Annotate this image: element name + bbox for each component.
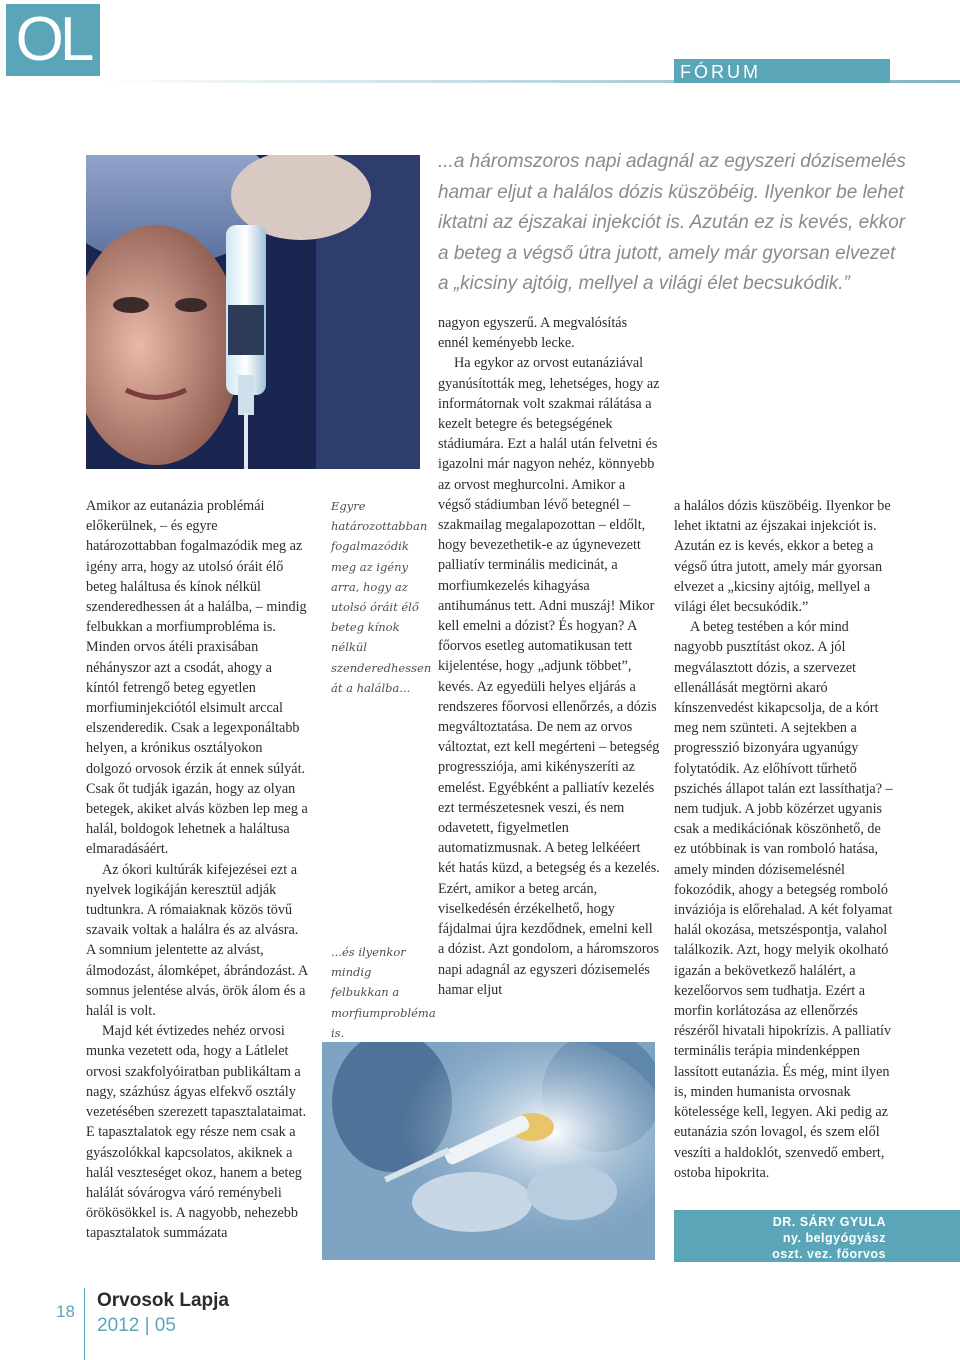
paragraph: Amikor az eutanázia problémái előkerülnek, – és egyre határozottabban fogalmazódik meg az igény arra, hogy az utolsó óráit élő beteg haláltusa és kínok nélkül szenderedhessen át a halálba, – mindig felbukkan a morfiumprobléma is. Minden orvos átéli praxisában néhányszor azt a csodát, ahogy a kíntól fetrengő beteg egyetlen morfiuminjekciótól elsimult arccal elszenderedik. Csak a legexponáltabb helyen, a krónikus osztályokon dolgozó orvosok érzik át ennek súlyát. Csak őt tudják igazán, hogy az olyan betegek, akiket alvás közben lep meg a halál, boldogok lehetnek a haláltusa elmaradásáért. bbox=[86, 498, 308, 858]
magazine-logo: OL bbox=[6, 4, 100, 76]
page-number: 18 bbox=[56, 1302, 75, 1321]
magazine-issue bbox=[97, 1315, 176, 1337]
author-signature bbox=[674, 1210, 960, 1262]
author-name: DR. SÁRY GYULA bbox=[772, 1215, 886, 1229]
issue-separator: | bbox=[144, 1315, 150, 1336]
researcher-illustration bbox=[86, 155, 420, 469]
paragraph: a halálos dózis küszöbéig. Ilyenkor be lehet iktatni az éjszakai injekciót is. Azután ez is kevés, ekkor a beteg a végső útra jutott, amely már gyorsan elvezet a „kicsiny ajtóig, mellyel a világi élet becsukódik.” bbox=[674, 498, 891, 616]
section-label: FÓRUM bbox=[674, 59, 890, 83]
paragraph: Az ókori kultúrák kifejezései ezt a nyelvek logikáján keresztül adják tudtunkra. A rómaiaknak közös tövű szavaik voltak a halálra és az alvásra. A somnium jelentette az alvást, álmodozást, álomképet, ábrándozást. A somnus jelentése alvás, örök álom és a halál is volt. bbox=[86, 861, 308, 1020]
side-quote-bottom: ...és ilyenkor mindig felbukkan a morfiumprobléma is. bbox=[331, 945, 436, 1040]
author-role: oszt. vez. főorvos bbox=[772, 1247, 886, 1261]
pull-quote: ...a háromszoros napi adagnál az egyszeri dózisemelés hamar eljut a halálos dózis küszöbéig. Ilyenkor be lehet iktatni az éjszakai injekciót is. Azután ez is kevés, ekkor a beteg a végső útra jutott, amely már gyorsan elvezet a „kicsiny ajtóig, mellyel a világi élet becsukódik.” bbox=[438, 151, 906, 294]
side-quote-top: Egyre határozottabban fogalmazódik meg az igény arra, hogy az utolsó óráit élő beteg kínok nélkül szenderedhessen át a halálba... bbox=[331, 499, 432, 695]
surgeons-illustration bbox=[322, 1042, 655, 1260]
paragraph: A beteg testében a kór mind nagyobb pusztítást okoz. A jól megválasztott dózis, a szervezet ellenállását megtörni akaró kínszenvedést kikapcsolja, de a kórt meg nem szünteti. A sejtekben a progresszió bizonyára ugyanúgy folytatódik. Az előhívott tűrhető pszichés állapot talán ezt lassíthatja? – nem tudjuk. A jobb közérzet ugyanis csak a medikációnak köszönhető, de ez utóbbinak is van romboló hatása, amely minden dózisemelésnél fokozódik, ahogy a betegség romboló inváziója is előrehalad. A két folyamat halál okozása, metszéspontja, valahol találkozik. Azt, hogy melyik okolható igazán a bekövetkező halálért, a kezelőorvos sem tudhatja. Ezért a morfin korlátozása az ellenőrzés részéről hivatali hipokrízis. A palliatív terminális terápia mindenképpen lassított eutanázia. És még, mint ilyen is, minden humanista orvosnak kötelessége kell, legyen. Aki pedig az eutanázia szón lovagol, és szem elől veszíti a haldoklót, szenvedő embert, ostoba hipokrita. bbox=[674, 619, 893, 1181]
article-column-1 bbox=[86, 496, 308, 1244]
issue-year: 2012 bbox=[97, 1315, 140, 1336]
issue-number: 05 bbox=[154, 1315, 176, 1336]
footer-divider bbox=[84, 1288, 85, 1360]
photo-researcher-with-syringe bbox=[86, 155, 420, 469]
paragraph: Majd két évtizedes nehéz orvosi munka vezetett oda, hogy a Látlelet orvosi szakfolyóiratban publikáltam a nagy, százhúsz ágyas elfekvő osztály vezetésében szerezett tapasztalataimat. E tapasztalatok egy része nem csak a gyászolókkal kapcsolatos, akiknek a halál veszteséget okoz, hanem a beteg halálát sóvárogva váró reménybeli örökösökkel is. A nagyobb, nehezebb tapasztalatok summázata bbox=[86, 1023, 307, 1242]
magazine-name: Orvosok Lapja bbox=[97, 1290, 229, 1311]
paragraph: nagyon egyszerű. A megvalósítás ennél keményebb lecke. bbox=[438, 315, 628, 352]
article-column-4 bbox=[674, 496, 896, 1183]
author-title: ny. belgyógyász bbox=[782, 1231, 886, 1245]
paragraph: Ha egykor az orvost eutanáziával gyanúsították meg, lehetséges, hogy az informátornak volt szakmai rálátása a kezelt betegre és betegségének stádiumára. Ezt a halál után felvetni és igazolni már nagyon nehéz, könnyebb az orvost meghurcolni. Amikor a végső stádiumban lévő betegnél – szakmailag megalapozottan – eldőlt, hogy bevezethetik-e az úgynevezett palliatív terminális medicinát, a morfiumkezelés kihagyása antihumánus tett. Adni muszáj! Mikor kell emelni a dózist? És hogyan? A főorvos esetleg automatikusan tett kijelentése, hogy „adjunk többet”, kevés. Az egyedüli helyes eljárás a rendszeres főorvosi ellenőrzés, a dózis megváltoztatása. De nem az orvos változtat, ezt kell megérteni – betegség progressziója, ami kikényszeríti az emelést. Egyébként a palliatív kezelés ezt természetesnek veszi, és nem odavetett, figyelmetlen automatizmusnak. A beteg lelkééert két hatás küzd, a betegség és a kezelés. Ezért, amikor a beteg arcán, viselkedésén érzékelhető, hogy fájdalmai újra kezdődnek, emelni kell a dózist. Azt gondolom, a háromszoros napi adagnál az egyszeri dózisemelés hamar eljut bbox=[438, 355, 660, 998]
photo-surgeons-with-syringe bbox=[322, 1042, 655, 1260]
article-column-3 bbox=[438, 313, 660, 1000]
